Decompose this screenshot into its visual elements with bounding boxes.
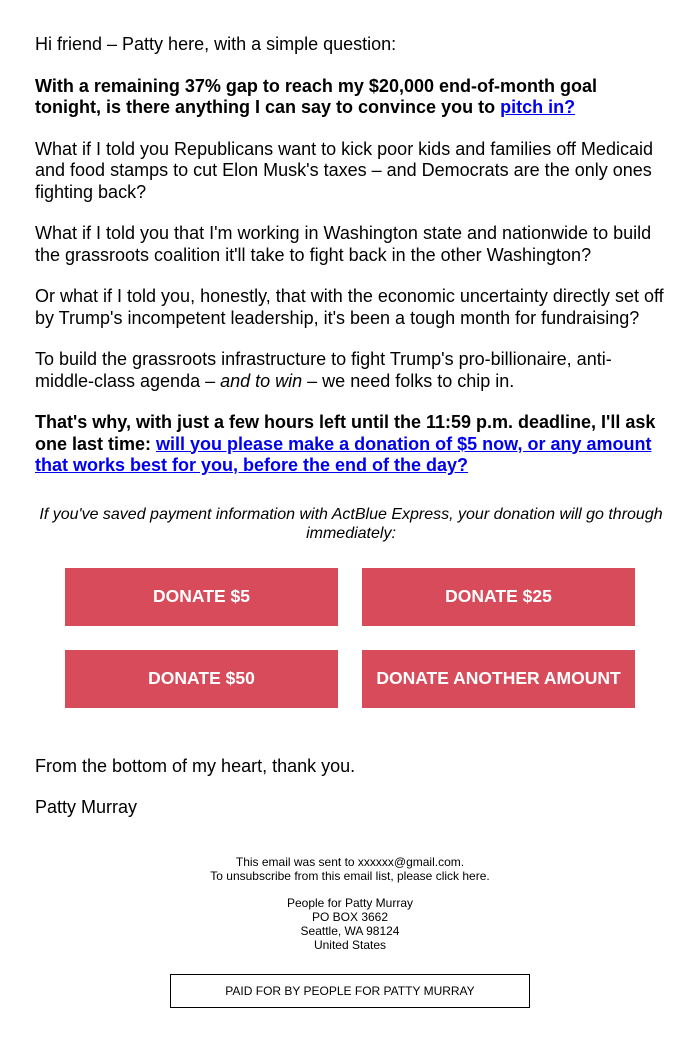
- signature: Patty Murray: [35, 797, 138, 817]
- org-name: People for Patty Murray: [286, 896, 414, 910]
- po-box: PO BOX 3662: [311, 910, 389, 924]
- donate-other-amount-button[interactable]: DONATE ANOTHER AMOUNT: [362, 650, 635, 708]
- unsubscribe-link[interactable]: click here: [435, 869, 487, 883]
- grassroots-paragraph: [35, 349, 667, 392]
- greeting: Hi friend – Patty here, with a simple question:: [35, 34, 397, 54]
- unsubscribe-line: [0, 869, 700, 883]
- recipient-email: xxxxxx@gmail.com: [357, 855, 461, 869]
- donation-ask-link[interactable]: will you please make a donation of $5 now, or any amount that works best for you, before the end of the day?: [35, 433, 652, 475]
- city-line: Seattle, WA 98124: [300, 924, 400, 938]
- sent-to-suffix: .: [460, 855, 465, 869]
- donate-buttons: [35, 568, 667, 732]
- fundraising-paragraph: Or what if I told you, honestly, that with the economic uncertainty directly set off by Trump's incompetent leadership, it's been a tough month for fundraising?: [35, 286, 664, 328]
- republicans-paragraph: What if I told you Republicans want to kick poor kids and families off Medicaid and food stamps to cut Elon Musk's taxes – and Democrats are the only ones fighting back?: [35, 138, 653, 202]
- sent-to-line: [0, 855, 700, 869]
- grassroots-text-end: – we need folks to chip in.: [302, 370, 515, 391]
- closing-line: From the bottom of my heart, thank you.: [35, 755, 356, 776]
- washington-paragraph: What if I told you that I'm working in Washington state and nationwide to build the grassroots coalition it'll take to fight back in the other Washington?: [35, 223, 652, 265]
- email-footer: [0, 855, 700, 952]
- donate-50-button[interactable]: DONATE $50: [65, 650, 338, 708]
- goal-paragraph: [35, 76, 667, 119]
- donate-25-button[interactable]: DONATE $25: [362, 568, 635, 626]
- sent-to-prefix: This email was sent to: [235, 855, 358, 869]
- actblue-note: If you've saved payment information with ActBlue Express, your donation will go through immediately:: [39, 505, 663, 542]
- footer-spacer: [0, 883, 700, 896]
- grassroots-text-start: To build the grassroots infrastructure to fight Trump's pro-billionaire, anti-middle-class agenda –: [35, 349, 612, 391]
- country-line: United States: [313, 938, 387, 952]
- paid-for-disclaimer: PAID FOR BY PEOPLE FOR PATTY MURRAY: [170, 974, 530, 1008]
- donate-5-button[interactable]: DONATE $5: [65, 568, 338, 626]
- deadline-text: That's why, with just a few hours left until the 11:59 p.m. deadline, I'll ask one last time:: [35, 412, 656, 454]
- email-body: [35, 34, 667, 839]
- unsubscribe-suffix: .: [486, 869, 490, 883]
- goal-text: With a remaining 37% gap to reach my $20,000 end-of-month goal tonight, is there anything I can say to convince you to: [35, 75, 597, 117]
- pitch-in-link[interactable]: pitch in?: [500, 97, 576, 117]
- grassroots-italic: and to win: [220, 370, 303, 391]
- deadline-paragraph: [35, 412, 667, 477]
- unsubscribe-prefix: To unsubscribe from this email list, please: [210, 869, 436, 883]
